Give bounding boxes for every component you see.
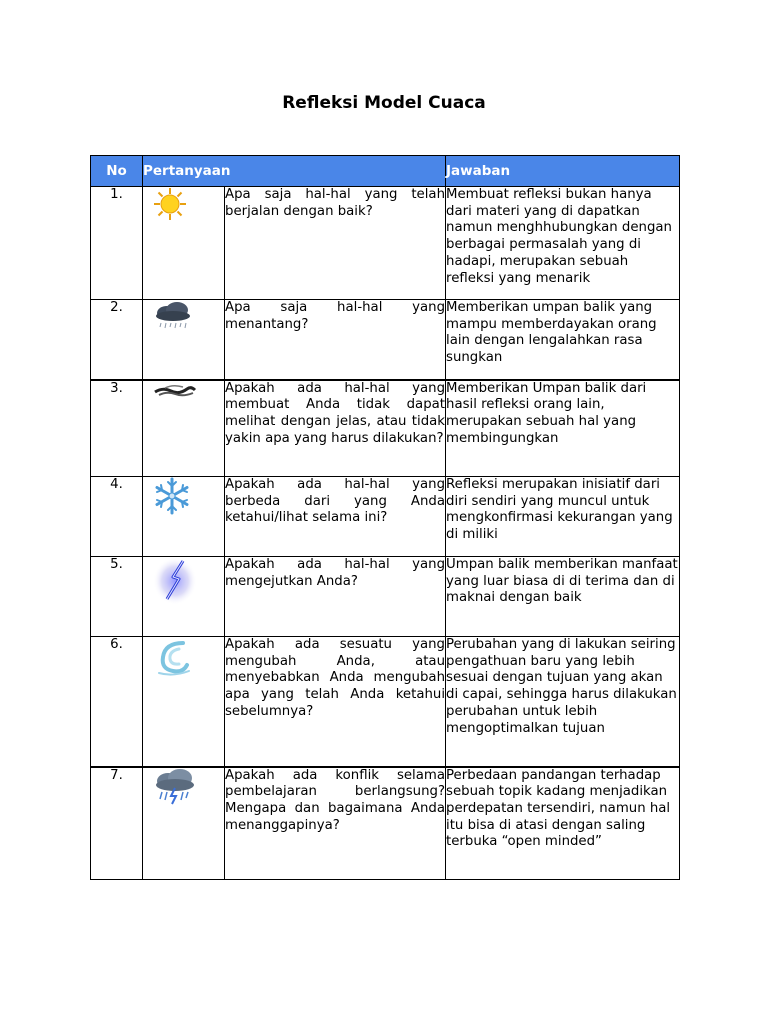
row-number: 5. — [91, 557, 143, 637]
answer-text: Memberikan Umpan balik dari hasil refleksi orang lain, merupakan sebuah hal yang membingungkan — [446, 380, 680, 477]
question-text: Apakah ada hal-hal yang membuat Anda tidak dapat melihat dengan jelas, atau tidak yakin apa yang harus dilakukan? — [225, 380, 446, 477]
row-number: 3. — [91, 380, 143, 477]
row-icon-cell — [143, 557, 225, 637]
header-no: No — [91, 156, 143, 187]
wind-swirl-icon — [143, 637, 224, 679]
question-text: Apakah ada sesuatu yang mengubah Anda, atau menyebabkan Anda mengubah apa yang telah Anda ketahui sebelumnya? — [225, 637, 446, 767]
header-answer: Jawaban — [446, 156, 680, 187]
answer-text: Perubahan yang di lakukan seiring pengathuan baru yang lebih sesuai dengan tujuan yang akan di capai, sehingga harus dilakukan perubahan untuk lebih mengoptimalkan tujuan — [446, 637, 680, 767]
storm-cloud-icon — [143, 768, 224, 806]
table-row — [91, 187, 680, 300]
table-row — [91, 300, 680, 380]
answer-text: Memberikan umpan balik yang mampu memberdayakan orang lain dengan lengalahkan rasa sungkan — [446, 300, 680, 380]
table-row — [91, 380, 680, 477]
rain-cloud-icon — [143, 300, 224, 332]
row-icon-cell — [143, 767, 225, 880]
row-icon-cell — [143, 300, 225, 380]
row-icon-cell — [143, 477, 225, 557]
header-question: Pertanyaan — [143, 156, 446, 187]
row-number: 1. — [91, 187, 143, 300]
table-row — [91, 477, 680, 557]
answer-text: Refleksi merupakan inisiatif dari diri sendiri yang muncul untuk mengkonfirmasi kekurangan yang di miliki — [446, 477, 680, 557]
question-text: Apakah ada konflik selama pembelajaran berlangsung? Mengapa dan bagaimana Anda menanggapinya? — [225, 767, 446, 880]
fog-icon — [143, 381, 224, 401]
page-title: Refleksi Model Cuaca — [282, 93, 486, 113]
table-header-row — [91, 156, 680, 187]
row-number: 2. — [91, 300, 143, 380]
reflection-table — [90, 155, 680, 880]
snowflake-icon — [143, 477, 224, 515]
question-text: Apa saja hal-hal yang menantang? — [225, 300, 446, 380]
answer-text: Umpan balik memberikan manfaat yang luar biasa di di terima dan di maknai dengan baik — [446, 557, 680, 637]
question-text: Apa saja hal-hal yang telah berjalan dengan baik? — [225, 187, 446, 300]
question-text: Apakah ada hal-hal yang mengejutkan Anda? — [225, 557, 446, 637]
answer-text: Perbedaan pandangan terhadap sebuah topik kadang menjadikan perdepatan tersendiri, namun hal itu bisa di atasi dengan saling terbuka “open minded” — [446, 767, 680, 880]
sun-icon — [143, 187, 224, 221]
table-row — [91, 767, 680, 880]
row-number: 6. — [91, 637, 143, 767]
row-icon-cell — [143, 637, 225, 767]
table-row — [91, 557, 680, 637]
question-text: Apakah ada hal-hal yang berbeda dari yang Anda ketahui/lihat selama ini? — [225, 477, 446, 557]
lightning-icon — [143, 557, 224, 605]
row-number: 7. — [91, 767, 143, 880]
answer-text: Membuat refleksi bukan hanya dari materi yang di dapatkan namun menghhubungkan dengan berbagai permasalah yang di hadapi, merupakan sebuah refleksi yang menarik — [446, 187, 680, 300]
table-row — [91, 637, 680, 767]
row-icon-cell — [143, 380, 225, 477]
row-icon-cell — [143, 187, 225, 300]
row-number: 4. — [91, 477, 143, 557]
